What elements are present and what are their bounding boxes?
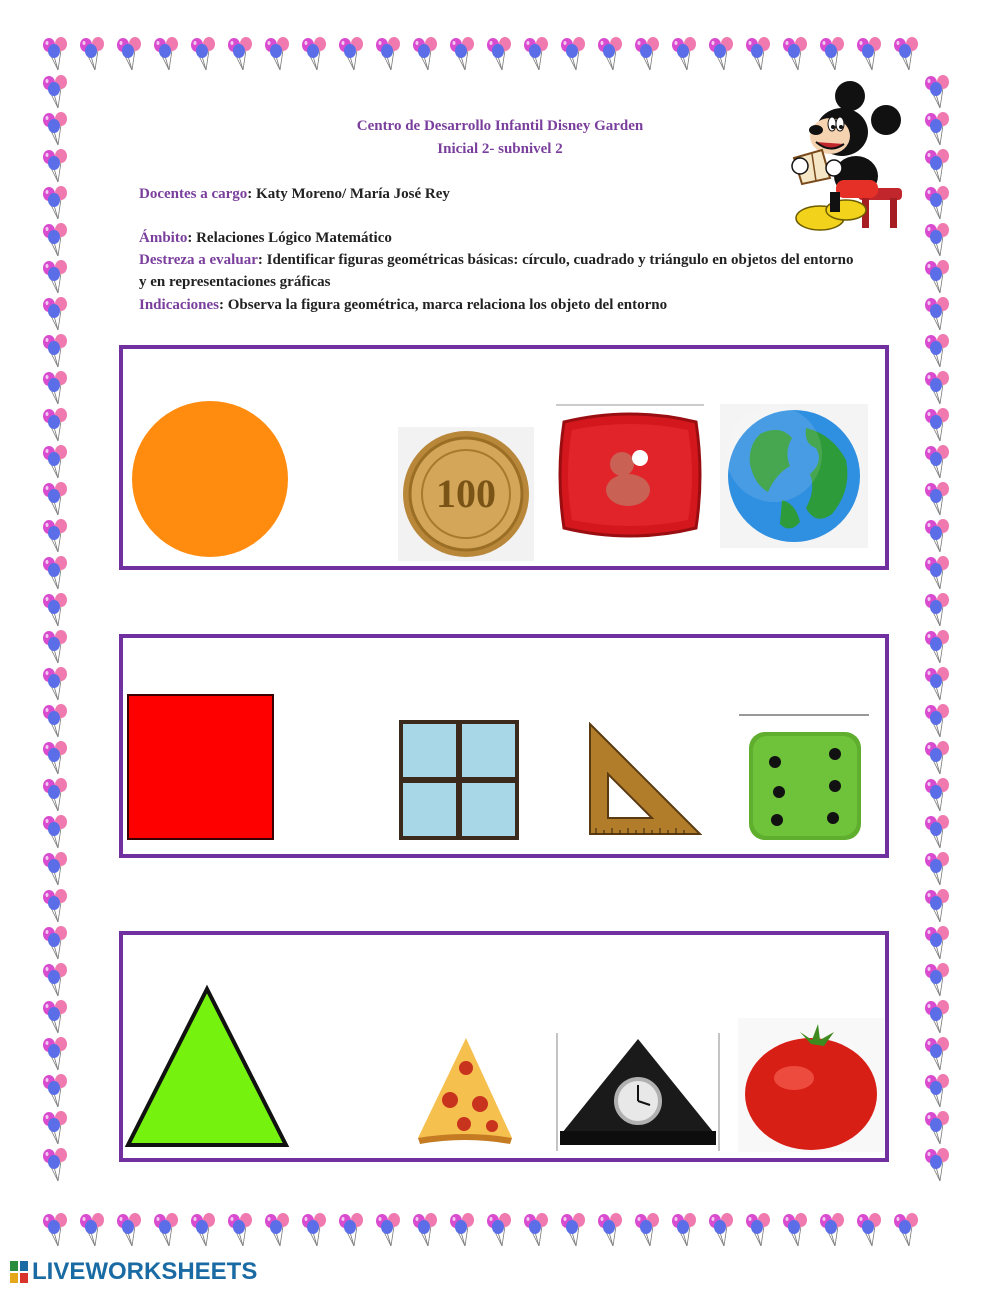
green-dice-image[interactable] (739, 714, 869, 846)
balloon-icon (299, 1212, 329, 1248)
earth-globe-image[interactable] (720, 404, 868, 548)
balloon-icon (151, 36, 181, 72)
balloon-icon (922, 814, 952, 850)
balloon-icon (40, 888, 70, 924)
balloon-icon (40, 518, 70, 554)
balloon-icon (40, 481, 70, 517)
balloon-icon (595, 1212, 625, 1248)
balloon-icon (780, 1212, 810, 1248)
balloon-border-right (922, 74, 954, 1212)
svg-text:100: 100 (436, 471, 496, 516)
balloon-icon (891, 36, 921, 72)
balloon-icon (373, 1212, 403, 1248)
balloon-icon (40, 925, 70, 961)
balloon-icon (410, 36, 440, 72)
pizza-slice-image[interactable] (414, 1034, 516, 1146)
balloon-icon (225, 1212, 255, 1248)
instructions-value: : Observa la figura geométrica, marca relaciona los objeto del entorno (219, 297, 668, 313)
balloon-icon (262, 1212, 292, 1248)
balloon-icon (40, 407, 70, 443)
balloon-border-left (40, 74, 72, 1212)
instructions-line (139, 294, 859, 316)
balloon-icon (188, 1212, 218, 1248)
balloon-icon (40, 1212, 70, 1248)
liveworksheets-mark-icon (10, 1261, 28, 1283)
red-square[interactable] (127, 694, 274, 840)
balloon-icon (40, 777, 70, 813)
balloon-icon (447, 1212, 477, 1248)
balloon-icon (922, 629, 952, 665)
balloon-icon (706, 1212, 736, 1248)
balloon-icon (40, 1110, 70, 1146)
school-name: Centro de Desarrollo Infantil Disney Garden (356, 118, 644, 134)
balloon-icon (922, 370, 952, 406)
triangle-clock-image[interactable] (556, 1033, 720, 1151)
balloon-icon (922, 518, 952, 554)
balloon-icon (40, 74, 70, 110)
balloon-icon (521, 36, 551, 72)
balloon-icon (40, 592, 70, 628)
balloon-icon (922, 407, 952, 443)
skill-label: Destreza a evaluar (139, 252, 258, 268)
balloon-icon (40, 370, 70, 406)
scope-line (139, 227, 859, 249)
balloon-icon (922, 333, 952, 369)
balloon-icon (410, 1212, 440, 1248)
balloon-border-bottom (40, 1212, 960, 1250)
balloon-icon (558, 1212, 588, 1248)
balloon-icon (922, 592, 952, 628)
balloon-icon (669, 36, 699, 72)
balloon-icon (77, 1212, 107, 1248)
balloon-icon (922, 1110, 952, 1146)
coin-image[interactable] (398, 427, 534, 561)
balloon-icon (922, 1036, 952, 1072)
balloon-icon (558, 36, 588, 72)
balloon-icon (484, 36, 514, 72)
balloon-icon (743, 1212, 773, 1248)
balloon-icon (922, 925, 952, 961)
balloon-icon (743, 36, 773, 72)
balloon-icon (114, 1212, 144, 1248)
balloon-icon (922, 777, 952, 813)
balloon-icon (632, 1212, 662, 1248)
instructions-label: Indicaciones (139, 297, 220, 313)
skill-line (139, 249, 859, 293)
balloon-icon (40, 703, 70, 739)
balloon-icon (40, 333, 70, 369)
balloon-icon (262, 36, 292, 72)
balloon-icon (817, 1212, 847, 1248)
balloon-icon (40, 555, 70, 591)
balloon-icon (40, 851, 70, 887)
balloon-icon (40, 629, 70, 665)
balloon-icon (40, 222, 70, 258)
balloon-icon (40, 1036, 70, 1072)
teachers-line (139, 183, 859, 205)
balloon-icon (922, 259, 952, 295)
balloon-icon (922, 222, 952, 258)
balloon-icon (336, 36, 366, 72)
green-triangle[interactable] (124, 971, 290, 1149)
balloon-icon (780, 36, 810, 72)
balloon-icon (40, 36, 70, 72)
balloon-icon (40, 962, 70, 998)
balloon-icon (922, 999, 952, 1035)
tomato-image[interactable] (738, 1018, 884, 1152)
balloon-border-top (40, 36, 960, 74)
grade-level: Inicial 2- subnivel 2 (437, 141, 563, 157)
brand-name: LIVEWORKSHEETS (32, 1258, 258, 1285)
balloon-icon (447, 36, 477, 72)
balloon-icon (40, 1073, 70, 1109)
balloon-icon (225, 36, 255, 72)
teachers-label: Docentes a cargo (139, 186, 248, 202)
balloon-icon (188, 36, 218, 72)
balloon-icon (40, 185, 70, 221)
teachers-value: : Katy Moreno/ María José Rey (247, 186, 450, 202)
balloon-icon (706, 36, 736, 72)
set-square-image[interactable] (586, 722, 702, 836)
balloon-icon (40, 740, 70, 776)
balloon-icon (922, 740, 952, 776)
balloon-icon (40, 444, 70, 480)
balloon-icon (336, 1212, 366, 1248)
balloon-icon (922, 962, 952, 998)
balloon-icon (817, 36, 847, 72)
balloon-icon (373, 36, 403, 72)
balloon-icon (40, 814, 70, 850)
balloon-icon (922, 444, 952, 480)
balloon-icon (922, 296, 952, 332)
balloon-icon (854, 1212, 884, 1248)
balloon-icon (484, 1212, 514, 1248)
balloon-icon (114, 36, 144, 72)
scope-label: Ámbito (139, 230, 188, 246)
skill-value: : Identificar figuras geométricas básicas: círculo, cuadrado y triángulo en objetos del entorno y en representaciones gráficas (139, 252, 854, 290)
balloon-icon (922, 666, 952, 702)
balloon-icon (669, 1212, 699, 1248)
balloon-icon (632, 36, 662, 72)
balloon-icon (40, 999, 70, 1035)
balloon-icon (922, 703, 952, 739)
orange-circle[interactable] (131, 400, 289, 558)
balloon-icon (77, 36, 107, 72)
balloon-icon (151, 1212, 181, 1248)
balloon-icon (595, 36, 625, 72)
balloon-icon (40, 259, 70, 295)
balloon-icon (922, 481, 952, 517)
balloon-icon (40, 666, 70, 702)
balloon-icon (922, 74, 952, 110)
window-image[interactable] (399, 720, 519, 840)
balloon-icon (922, 888, 952, 924)
liveworksheets-logo (10, 1258, 257, 1286)
balloon-icon (922, 1147, 952, 1183)
balloon-icon (922, 185, 952, 221)
scope-value: : Relaciones Lógico Matemático (187, 230, 392, 246)
balloon-icon (521, 1212, 551, 1248)
balloon-icon (299, 36, 329, 72)
balloon-icon (891, 1212, 921, 1248)
red-cushion-image[interactable] (556, 404, 704, 546)
balloon-icon (40, 1147, 70, 1183)
balloon-icon (40, 296, 70, 332)
balloon-icon (922, 851, 952, 887)
balloon-icon (922, 1073, 952, 1109)
balloon-icon (922, 555, 952, 591)
balloon-icon (854, 36, 884, 72)
mickey-reading-illustration (790, 80, 910, 235)
